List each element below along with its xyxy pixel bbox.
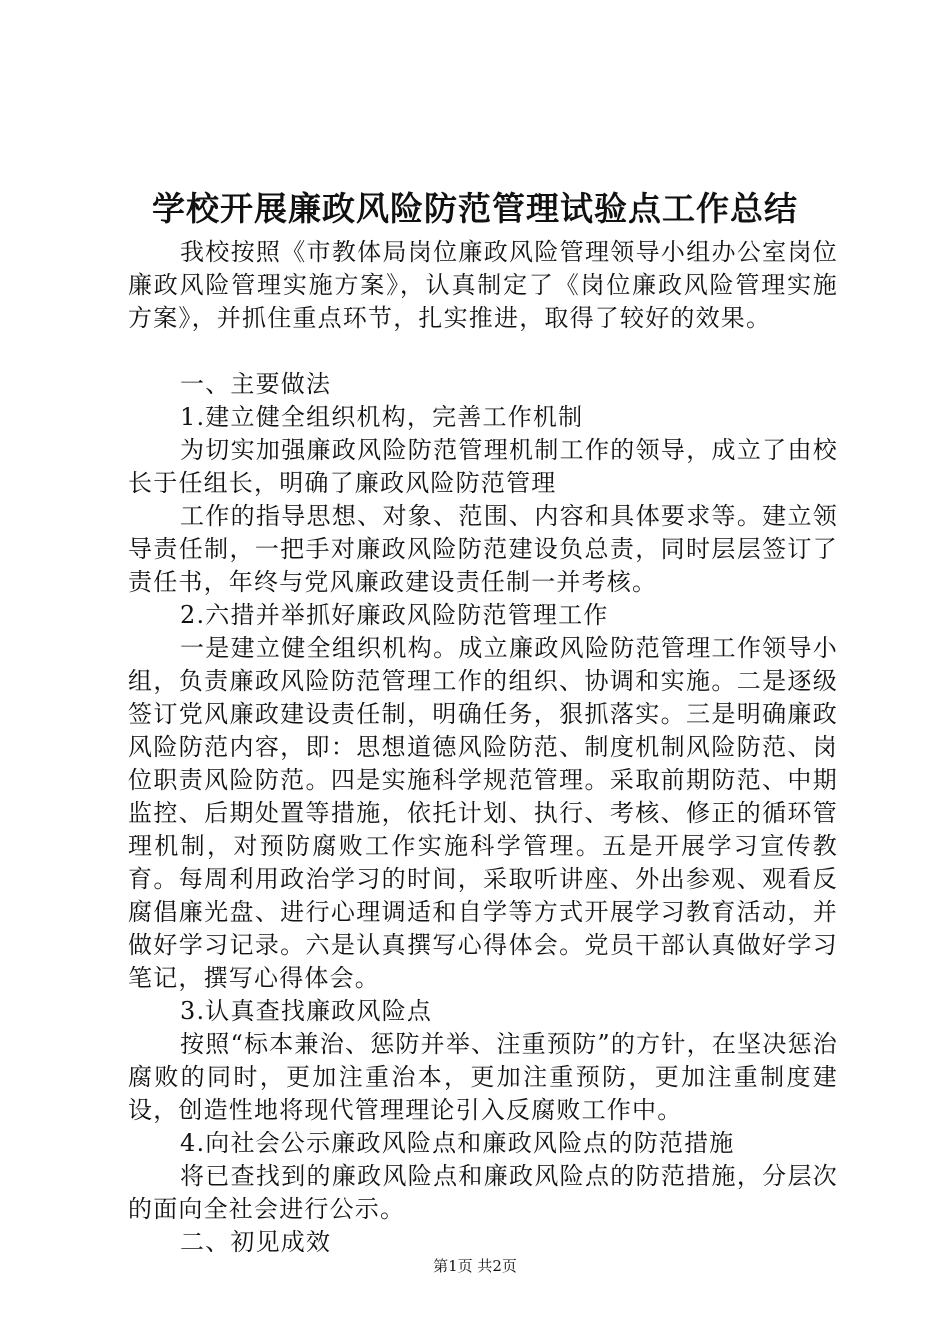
subheading-4: 4.向社会公示廉政风险点和廉政风险点的防范措施 <box>180 1129 735 1157</box>
intro-paragraph: 我校按照《市教体局岗位廉政风险管理领导小组办公室岗位廉政风险管理实施方案》，认真制定了《岗位廉政风险管理实施方案》，并抓住重点环节，扎实推进，取得了较好的效果。 <box>128 238 838 332</box>
document-title: 学校开展廉政风险防范管理试验点工作总结 <box>152 189 798 228</box>
body-paragraph: 按照“标本兼治、惩防并举、注重预防”的方针，在坚决惩治腐败的同时，更加注重治本，更加注重预防，更加注重制度建设，创造性地将现代管理理论引入反腐败工作中。 <box>128 1030 838 1124</box>
subheading-3: 3.认真查找廉政风险点 <box>180 997 433 1025</box>
subheading-1: 1.建立健全组织机构，完善工作机制 <box>180 403 584 431</box>
subheading-2: 2.六措并举抓好廉政风险防范管理工作 <box>180 601 609 629</box>
section-heading-initial-results: 二、初见成效 <box>180 1228 332 1256</box>
document-body <box>128 236 838 1259</box>
body-paragraph: 工作的指导思想、对象、范围、内容和具体要求等。建立领导责任制，一把手对廉政风险防范建设负总责，同时层层签订了责任书，年终与党风廉政建设责任制一并考核。 <box>128 502 838 596</box>
section-heading-main-practices: 一、主要做法 <box>180 370 332 398</box>
page-footer: 第1页 共2页 <box>433 1257 517 1275</box>
body-paragraph: 将已查找到的廉政风险点和廉政风险点的防范措施，分层次的面向全社会进行公示。 <box>128 1162 838 1223</box>
body-paragraph: 一是建立健全组织机构。成立廉政风险防范管理工作领导小组，负责廉政风险防范管理工作的组织、协调和实施。二是逐级签订党风廉政建设责任制，明确任务，狠抓落实。三是明确廉政风险防范内容，即：思想道德风险防范、制度机制风险防范、岗位职责风险防范。四是实施科学规范管理。采取前期防范、中期监控、后期处置等措施，依托计划、执行、考核、修正的循环管理机制，对预防腐败工作实施科学管理。五是开展学习宣传教育。每周利用政治学习的时间，采取听讲座、外出参观、观看反腐倡廉光盘、进行心理调适和自学等方式开展学习教育活动，并做好学习记录。六是认真撰写心得体会。党员干部认真做好学习笔记，撰写心得体会。 <box>128 634 838 992</box>
body-paragraph: 为切实加强廉政风险防范管理机制工作的领导，成立了由校长于任组长，明确了廉政风险防范管理 <box>128 436 838 497</box>
